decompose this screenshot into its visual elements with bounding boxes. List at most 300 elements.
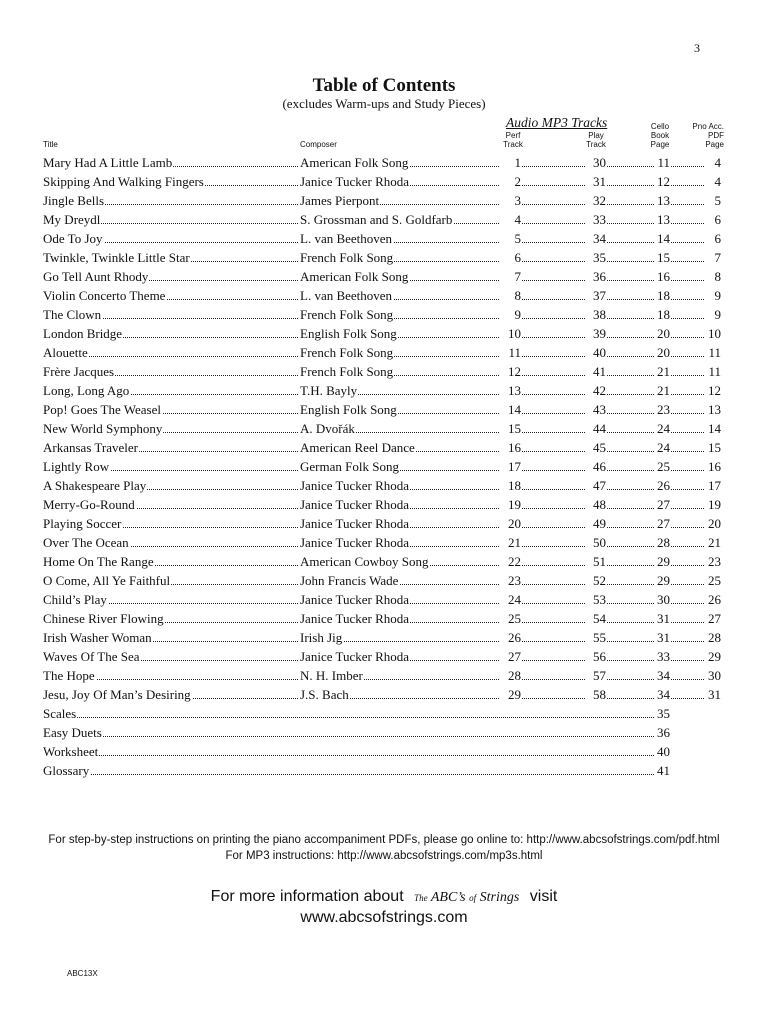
toc-row [0, 666, 768, 685]
dot-leader [522, 223, 585, 224]
entry-composer: Janice Tucker Rhoda [300, 611, 410, 626]
entry-perf-track: 9 [500, 305, 521, 324]
entry-play-track: 43 [585, 400, 606, 419]
entry-pno-page: 11 [704, 362, 721, 381]
entry-cello-page: 34 [654, 685, 670, 704]
dot-leader [607, 432, 654, 433]
entry-cello-page: 24 [654, 419, 670, 438]
dot-leader [43, 774, 654, 775]
toc-row [0, 419, 768, 438]
entry-play-track: 34 [585, 229, 606, 248]
dot-leader [671, 318, 708, 319]
toc-row [0, 248, 768, 267]
dot-leader [43, 736, 654, 737]
entry-perf-track: 8 [500, 286, 521, 305]
dot-leader [671, 508, 708, 509]
entry-composer: Janice Tucker Rhoda [300, 174, 410, 189]
entry-cello-page: 18 [654, 305, 670, 324]
document-code: ABC13X [67, 969, 98, 978]
entry-play-track: 53 [585, 590, 606, 609]
dot-leader [607, 413, 654, 414]
extra-cello-page: 40 [654, 742, 670, 761]
entry-title: Alouette [43, 345, 88, 360]
column-header-title: Title [43, 140, 58, 149]
entry-play-track: 31 [585, 172, 606, 191]
dot-leader [671, 527, 708, 528]
page-subtitle: (excludes Warm-ups and Study Pieces) [282, 96, 486, 111]
entry-play-track: 50 [585, 533, 606, 552]
dot-leader [607, 185, 654, 186]
entry-composer: S. Grossman and S. Goldfarb [300, 212, 453, 227]
dot-leader [671, 242, 708, 243]
dot-leader [671, 280, 708, 281]
entry-play-track: 39 [585, 324, 606, 343]
toc-row [0, 267, 768, 286]
toc-row [0, 343, 768, 362]
entry-composer: English Folk Song [300, 402, 397, 417]
entry-cello-page: 15 [654, 248, 670, 267]
dot-leader [607, 299, 654, 300]
toc-row [0, 381, 768, 400]
entry-perf-track: 26 [500, 628, 521, 647]
entry-title: Violin Concerto Theme [43, 288, 166, 303]
entry-perf-track: 24 [500, 590, 521, 609]
entry-title: Go Tell Aunt Rhody [43, 269, 149, 284]
entry-cello-page: 21 [654, 381, 670, 400]
entry-title: Child’s Play [43, 592, 107, 607]
entry-perf-track: 27 [500, 647, 521, 666]
dot-leader [522, 394, 585, 395]
entry-composer: John Francis Wade [300, 573, 399, 588]
entry-title: New World Symphony [43, 421, 163, 436]
entry-pno-page: 26 [704, 590, 721, 609]
dot-leader [671, 261, 708, 262]
entry-perf-track: 15 [500, 419, 521, 438]
dot-leader [671, 204, 708, 205]
entry-pno-page: 9 [704, 305, 721, 324]
entry-composer: French Folk Song [300, 364, 394, 379]
entry-title: My Dreydl [43, 212, 101, 227]
dot-leader [522, 261, 585, 262]
entry-pno-page: 4 [704, 172, 721, 191]
entry-title: Home On The Range [43, 554, 154, 569]
dot-leader [607, 679, 654, 680]
dot-leader [671, 565, 708, 566]
entry-perf-track: 23 [500, 571, 521, 590]
toc-row [0, 400, 768, 419]
entry-perf-track: 22 [500, 552, 521, 571]
dot-leader [43, 755, 654, 756]
more-info-line [0, 888, 768, 906]
dot-leader [522, 299, 585, 300]
toc-row [0, 685, 768, 704]
dot-leader [671, 223, 708, 224]
dot-leader [607, 546, 654, 547]
entry-composer: T.H. Bayly [300, 383, 358, 398]
dot-leader [607, 565, 654, 566]
entry-title: Mary Had A Little Lamb [43, 155, 173, 170]
entry-title: Over The Ocean [43, 535, 129, 550]
entry-cello-page: 25 [654, 457, 670, 476]
dot-leader [522, 565, 585, 566]
entry-pno-page: 10 [704, 324, 721, 343]
dot-leader [607, 375, 654, 376]
entry-pno-page: 6 [704, 229, 721, 248]
toc-row [0, 514, 768, 533]
entry-title: Skipping And Walking Fingers [43, 174, 204, 189]
entry-cello-page: 12 [654, 172, 670, 191]
dot-leader [607, 527, 654, 528]
entry-cello-page: 11 [654, 153, 670, 172]
toc-row [0, 457, 768, 476]
entry-perf-track: 10 [500, 324, 521, 343]
dot-leader [671, 489, 708, 490]
dot-leader [671, 413, 708, 414]
column-header-perf-track: Perf Track [503, 131, 523, 149]
toc-row [0, 153, 768, 172]
entry-play-track: 36 [585, 267, 606, 286]
entry-composer: L. van Beethoven [300, 231, 393, 246]
website-url: www.abcsofstrings.com [300, 909, 468, 926]
entry-play-track: 30 [585, 153, 606, 172]
entry-cello-page: 28 [654, 533, 670, 552]
dot-leader [607, 584, 654, 585]
dot-leader [607, 242, 654, 243]
entry-pno-page: 12 [704, 381, 721, 400]
entry-cello-page: 33 [654, 647, 670, 666]
toc-row [0, 438, 768, 457]
entry-pno-page: 11 [704, 343, 721, 362]
entry-play-track: 58 [585, 685, 606, 704]
toc-row [0, 286, 768, 305]
toc-row [0, 533, 768, 552]
dot-leader [671, 584, 708, 585]
dot-leader [671, 375, 708, 376]
dot-leader [522, 546, 585, 547]
entry-pno-page: 4 [704, 153, 721, 172]
dot-leader [671, 641, 708, 642]
toc-row [0, 647, 768, 666]
dot-leader [522, 280, 585, 281]
entry-pno-page: 23 [704, 552, 721, 571]
dot-leader [607, 337, 654, 338]
column-header-composer: Composer [300, 140, 337, 149]
dot-leader [522, 584, 585, 585]
dot-leader [607, 641, 654, 642]
dot-leader [522, 356, 585, 357]
dot-leader [671, 185, 708, 186]
entry-perf-track: 11 [500, 343, 521, 362]
entry-title: The Hope [43, 668, 95, 683]
dot-leader [522, 698, 585, 699]
entry-cello-page: 13 [654, 210, 670, 229]
entry-cello-page: 16 [654, 267, 670, 286]
entry-play-track: 47 [585, 476, 606, 495]
entry-perf-track: 7 [500, 267, 521, 286]
entry-title: Lightly Row [43, 459, 110, 474]
toc-row [0, 476, 768, 495]
dot-leader [522, 508, 585, 509]
entry-cello-page: 27 [654, 495, 670, 514]
entry-play-track: 55 [585, 628, 606, 647]
entry-pno-page: 6 [704, 210, 721, 229]
entry-composer: Janice Tucker Rhoda [300, 478, 410, 493]
entry-perf-track: 17 [500, 457, 521, 476]
entry-composer: American Folk Song [300, 269, 409, 284]
dot-leader [522, 489, 585, 490]
extra-title: Scales [43, 706, 77, 721]
entry-perf-track: 5 [500, 229, 521, 248]
entry-title: Waves Of The Sea [43, 649, 140, 664]
column-header-play-track: Play Track [586, 131, 606, 149]
entry-composer: Janice Tucker Rhoda [300, 516, 410, 531]
more-info-suffix: visit [529, 888, 558, 905]
entry-pno-page: 30 [704, 666, 721, 685]
dot-leader [671, 432, 708, 433]
entry-cello-page: 31 [654, 628, 670, 647]
entry-perf-track: 18 [500, 476, 521, 495]
page-number: 3 [694, 41, 700, 55]
extra-title: Glossary [43, 763, 90, 778]
dot-leader [522, 413, 585, 414]
table-of-contents [0, 153, 768, 780]
entry-title: Jingle Bells [43, 193, 105, 208]
toc-row [0, 495, 768, 514]
entry-composer: L. van Beethoven [300, 288, 393, 303]
entry-play-track: 35 [585, 248, 606, 267]
dot-leader [607, 660, 654, 661]
entry-pno-page: 5 [704, 191, 721, 210]
dot-leader [607, 489, 654, 490]
entry-pno-page: 8 [704, 267, 721, 286]
dot-leader [671, 698, 708, 699]
toc-row [0, 571, 768, 590]
entry-play-track: 44 [585, 419, 606, 438]
entry-title: Playing Soccer [43, 516, 122, 531]
entry-play-track: 38 [585, 305, 606, 324]
toc-row [0, 172, 768, 191]
dot-leader [671, 546, 708, 547]
entry-perf-track: 16 [500, 438, 521, 457]
dot-leader [522, 337, 585, 338]
dot-leader [522, 527, 585, 528]
entry-composer: English Folk Song [300, 326, 397, 341]
entry-pno-page: 21 [704, 533, 721, 552]
entry-play-track: 49 [585, 514, 606, 533]
audio-tracks-header: Audio MP3 Tracks [506, 115, 608, 130]
entry-perf-track: 14 [500, 400, 521, 419]
entry-perf-track: 19 [500, 495, 521, 514]
dot-leader [43, 717, 654, 718]
entry-composer: Janice Tucker Rhoda [300, 649, 410, 664]
entry-pno-page: 31 [704, 685, 721, 704]
dot-leader [671, 451, 708, 452]
extra-cello-page: 35 [654, 704, 670, 723]
entry-play-track: 45 [585, 438, 606, 457]
dot-leader [522, 375, 585, 376]
dot-leader [522, 622, 585, 623]
entry-pno-page: 27 [704, 609, 721, 628]
entry-title: Twinkle, Twinkle Little Star [43, 250, 190, 265]
entry-play-track: 51 [585, 552, 606, 571]
entry-cello-page: 24 [654, 438, 670, 457]
entry-play-track: 37 [585, 286, 606, 305]
entry-play-track: 33 [585, 210, 606, 229]
entry-title: Merry-Go-Round [43, 497, 135, 512]
entry-pno-page: 29 [704, 647, 721, 666]
entry-pno-page: 28 [704, 628, 721, 647]
dot-leader [607, 166, 654, 167]
column-header-cello-page: Cello Book Page [650, 122, 670, 149]
dot-leader [607, 394, 654, 395]
entry-cello-page: 27 [654, 514, 670, 533]
entry-cello-page: 23 [654, 400, 670, 419]
dot-leader [522, 451, 585, 452]
dot-leader [671, 356, 708, 357]
toc-row [0, 191, 768, 210]
entry-composer: Irish Jig [300, 630, 343, 645]
entry-perf-track: 4 [500, 210, 521, 229]
toc-row [0, 609, 768, 628]
entry-pno-page: 19 [704, 495, 721, 514]
entry-composer: French Folk Song [300, 250, 394, 265]
entry-composer: James Pierpont [300, 193, 380, 208]
extra-title: Easy Duets [43, 725, 102, 740]
entry-play-track: 52 [585, 571, 606, 590]
toc-row-extra [0, 742, 768, 761]
entry-perf-track: 1 [500, 153, 521, 172]
dot-leader [607, 508, 654, 509]
entry-pno-page: 15 [704, 438, 721, 457]
entry-play-track: 57 [585, 666, 606, 685]
entry-cello-page: 20 [654, 324, 670, 343]
entry-perf-track: 28 [500, 666, 521, 685]
dot-leader [607, 280, 654, 281]
dot-leader [671, 166, 708, 167]
pdf-instructions: For step-by-step instructions on printing the piano accompaniment PDFs, please go online to: http://www.abcsofstrings.com/pdf.html [48, 834, 720, 846]
entry-pno-page: 14 [704, 419, 721, 438]
entry-cello-page: 30 [654, 590, 670, 609]
entry-pno-page: 16 [704, 457, 721, 476]
dot-leader [607, 223, 654, 224]
entry-composer: J.S. Bach [300, 687, 349, 702]
entry-perf-track: 2 [500, 172, 521, 191]
dot-leader [522, 318, 585, 319]
extra-cello-page: 41 [654, 761, 670, 780]
entry-title: The Clown [43, 307, 102, 322]
entry-play-track: 48 [585, 495, 606, 514]
dot-leader [522, 432, 585, 433]
toc-row [0, 324, 768, 343]
dot-leader [522, 204, 585, 205]
dot-leader [522, 603, 585, 604]
dot-leader [607, 470, 654, 471]
column-header-pno-page: Pno Acc. PDF Page [692, 122, 724, 149]
entry-cello-page: 14 [654, 229, 670, 248]
dot-leader [607, 204, 654, 205]
dot-leader [671, 622, 708, 623]
entry-pno-page: 7 [704, 248, 721, 267]
page-title: Table of Contents [312, 75, 456, 96]
entry-cello-page: 20 [654, 343, 670, 362]
dot-leader [522, 641, 585, 642]
entry-play-track: 32 [585, 191, 606, 210]
toc-row [0, 628, 768, 647]
dot-leader [671, 394, 708, 395]
entry-pno-page: 9 [704, 286, 721, 305]
toc-row-extra [0, 704, 768, 723]
entry-title: Ode To Joy [43, 231, 103, 246]
dot-leader [671, 660, 708, 661]
entry-cello-page: 34 [654, 666, 670, 685]
entry-play-track: 41 [585, 362, 606, 381]
entry-composer: N. H. Imber [300, 668, 363, 683]
entry-perf-track: 21 [500, 533, 521, 552]
entry-play-track: 40 [585, 343, 606, 362]
dot-leader [671, 679, 708, 680]
toc-row [0, 229, 768, 248]
dot-leader [607, 356, 654, 357]
dot-leader [522, 470, 585, 471]
entry-composer: French Folk Song [300, 345, 394, 360]
entry-cello-page: 29 [654, 571, 670, 590]
entry-perf-track: 20 [500, 514, 521, 533]
entry-title: Pop! Goes The Weasel [43, 402, 161, 417]
more-info-prefix: For more information about [210, 888, 404, 905]
entry-title: London Bridge [43, 326, 123, 341]
dot-leader [671, 470, 708, 471]
toc-row-extra [0, 723, 768, 742]
entry-composer: French Folk Song [300, 307, 394, 322]
dot-leader [522, 166, 585, 167]
entry-title: Irish Washer Woman [43, 630, 152, 645]
entry-perf-track: 13 [500, 381, 521, 400]
dot-leader [607, 622, 654, 623]
entry-perf-track: 25 [500, 609, 521, 628]
entry-title: Arkansas Traveler [43, 440, 138, 455]
entry-perf-track: 12 [500, 362, 521, 381]
toc-row [0, 305, 768, 324]
entry-perf-track: 6 [500, 248, 521, 267]
extra-title: Worksheet [43, 744, 99, 759]
toc-row-extra [0, 761, 768, 780]
entry-composer: American Folk Song [300, 155, 409, 170]
dot-leader [671, 603, 708, 604]
entry-play-track: 46 [585, 457, 606, 476]
toc-row [0, 362, 768, 381]
entry-pno-page: 17 [704, 476, 721, 495]
dot-leader [522, 660, 585, 661]
entry-title: A Shakespeare Play [43, 478, 147, 493]
entry-composer: Janice Tucker Rhoda [300, 592, 410, 607]
abcs-of-strings-logo: The ABC’s of Strings [414, 890, 520, 905]
entry-pno-page: 25 [704, 571, 721, 590]
dot-leader [607, 318, 654, 319]
entry-composer: Janice Tucker Rhoda [300, 497, 410, 512]
entry-title: Long, Long Ago [43, 383, 130, 398]
entry-play-track: 42 [585, 381, 606, 400]
entry-composer: American Reel Dance [300, 440, 415, 455]
entry-composer: A. Dvořák [300, 421, 355, 436]
entry-play-track: 54 [585, 609, 606, 628]
dot-leader [671, 299, 708, 300]
entry-pno-page: 20 [704, 514, 721, 533]
entry-title: O Come, All Ye Faithful [43, 573, 171, 588]
dot-leader [522, 679, 585, 680]
entry-cello-page: 26 [654, 476, 670, 495]
entry-perf-track: 29 [500, 685, 521, 704]
entry-cello-page: 13 [654, 191, 670, 210]
